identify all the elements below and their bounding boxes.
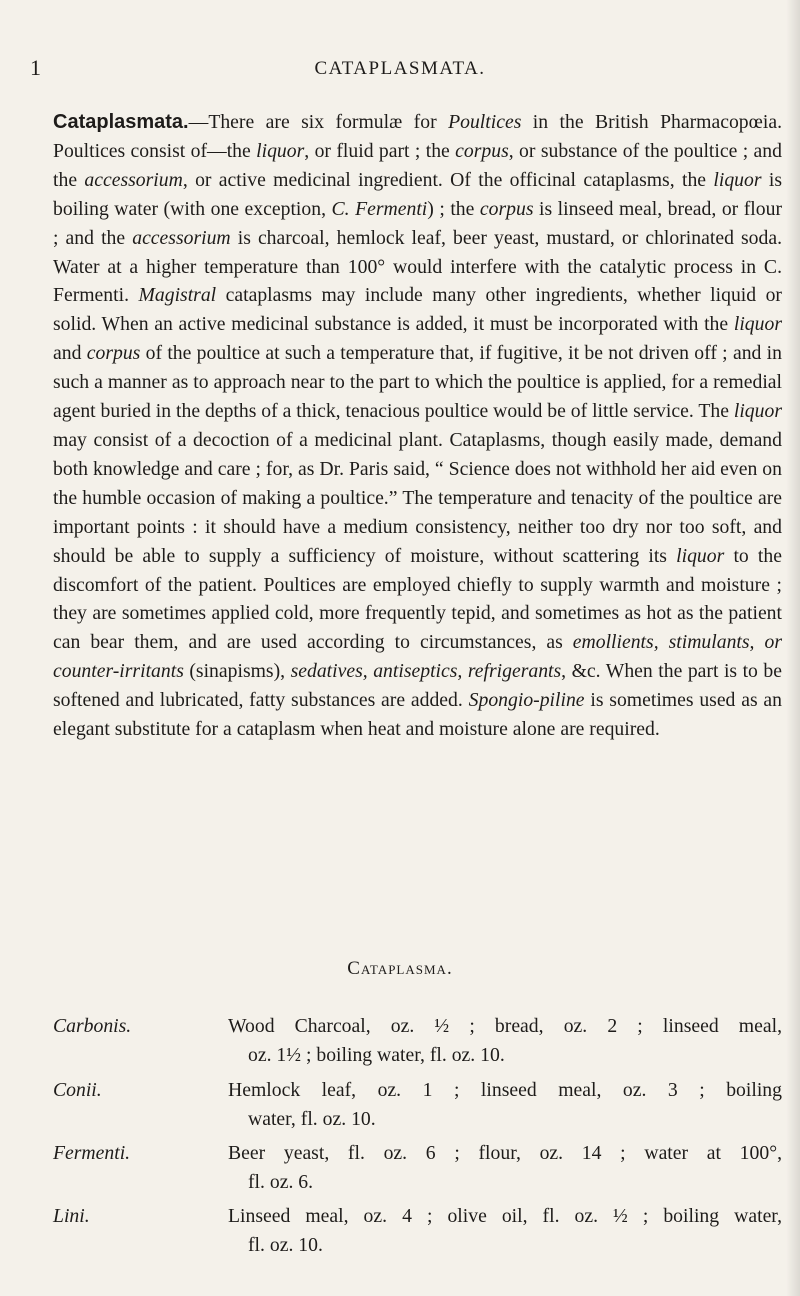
text-run: to the discomfort of the patient. Poultices are employed chiefly to supply warmth and moisture ; they are sometimes applied cold, more frequently tepid, and sometimes as hot as the patient can bear them, and are used according to circumstances, as xyxy=(53,544,782,654)
formula-name: Fermenti. xyxy=(53,1142,131,1164)
formula-recipe xyxy=(228,1076,782,1134)
emphasis: liquor xyxy=(713,168,762,191)
page-edge-shadow xyxy=(786,0,800,1296)
text-run: and xyxy=(53,342,87,365)
recipe-line: fl. oz. 6. xyxy=(248,1170,314,1193)
emphasis: liquor xyxy=(676,544,725,567)
text-run: is charcoal, hemlock leaf, beer yeast, mustard, or chlorinated soda. Water at a higher temperature than 100° would interfere with the catalytic process in C. Fermenti. xyxy=(53,226,783,307)
text-run: —There are six formulæ for xyxy=(188,111,449,133)
text-run: (sinapisms), xyxy=(183,660,291,683)
text-run: is sometimes used as an elegant substitute for a cataplasm when heat and moisture alone are required. xyxy=(53,689,782,741)
emphasis: Poultices xyxy=(448,111,522,133)
emphasis: corpus xyxy=(455,139,509,162)
cataplasma-heading xyxy=(0,958,800,980)
emphasis: liquor xyxy=(733,400,782,423)
emphasis: liquor xyxy=(733,313,782,336)
text-run: may consist of a decoction of a medicinal plant. Cataplasms, though easily made, demand both knowledge and care ; for, as Dr. Paris said, “ Science does not withhold her aid even on the humble occasion of making a poultice.” The temperature and tenacity of the poultice are important points : it should have a medium consistency, neither too dry nor too soft, and should be able to supply a sufficiency of moisture, without scattering its xyxy=(53,428,782,567)
emphasis: accessorium xyxy=(132,226,231,249)
emphasis: corpus xyxy=(86,342,141,365)
article-paragraph xyxy=(53,108,782,744)
emphasis: corpus xyxy=(479,197,534,220)
recipe-line: Linseed meal, oz. 4 ; olive oil, fl. oz. ½ ; boiling water, xyxy=(228,1205,782,1227)
cataplasma-heading-text: Cataplasma. xyxy=(347,958,453,979)
emphasis: emollients, stimulants, or counter-irritants xyxy=(53,631,782,683)
emphasis: Magistral xyxy=(138,284,217,307)
recipe-line: fl. oz. 10. xyxy=(248,1233,323,1256)
recipe-line: oz. 1½ ; boiling water, fl. oz. 10. xyxy=(248,1043,505,1066)
emphasis: liquor xyxy=(256,139,305,162)
text-run: in the British Pharmacopœia. Poultices consist of—the xyxy=(53,111,782,162)
text-run: of the poultice at such a temperature that, if fugitive, it be not driven off ; and in such a manner as to approach near to the part to which the poultice is applied, for a remedial agent buried in the depths of a thick, tenacious poultice would be of little service. The xyxy=(53,342,782,423)
text-run: , or substance of the poultice ; and the xyxy=(53,139,782,191)
text-run: , or fluid part ; the xyxy=(304,139,456,162)
running-title: CATAPLASMATA. xyxy=(314,58,486,79)
emphasis: Spongio-piline xyxy=(468,689,585,712)
page-number: 1 xyxy=(30,55,41,80)
recipe-line: water, fl. oz. 10. xyxy=(248,1107,376,1130)
text-run: ) ; the xyxy=(427,197,480,220)
emphasis: sedatives, antiseptics, refrigerants xyxy=(290,660,562,683)
text-run: , &c. When the part is to be softened and lubricated, fatty substances are added. xyxy=(53,660,782,712)
formula-name: Carbonis. xyxy=(53,1015,132,1037)
formula-recipe xyxy=(228,1139,782,1197)
emphasis: accessorium xyxy=(84,168,183,191)
formula-name: Conii. xyxy=(53,1079,102,1101)
emphasis: C. Fermenti xyxy=(331,197,428,220)
text-run: , or active medicinal ingredient. Of the officinal cataplasms, the xyxy=(182,168,714,191)
formula-recipe xyxy=(228,1202,782,1260)
recipe-line: Wood Charcoal, oz. ½ ; bread, oz. 2 ; linseed meal, xyxy=(228,1015,782,1037)
text-run: is linseed meal, bread, or flour ; and the xyxy=(53,197,783,249)
recipe-line: Beer yeast, fl. oz. 6 ; flour, oz. 14 ; water at 100°, xyxy=(228,1142,782,1164)
formula-name: Lini. xyxy=(53,1205,90,1227)
text-run: cataplasms may include many other ingredients, whether liquid or solid. When an active medicinal substance is added, it must be incorporated with the xyxy=(53,284,782,336)
recipe-line: Hemlock leaf, oz. 1 ; linseed meal, oz. 3 ; boiling xyxy=(228,1079,782,1101)
formula-recipe xyxy=(228,1012,782,1070)
article-title: Cataplasmata. xyxy=(53,111,189,133)
text-run: is boiling water (with one exception, xyxy=(53,168,782,220)
